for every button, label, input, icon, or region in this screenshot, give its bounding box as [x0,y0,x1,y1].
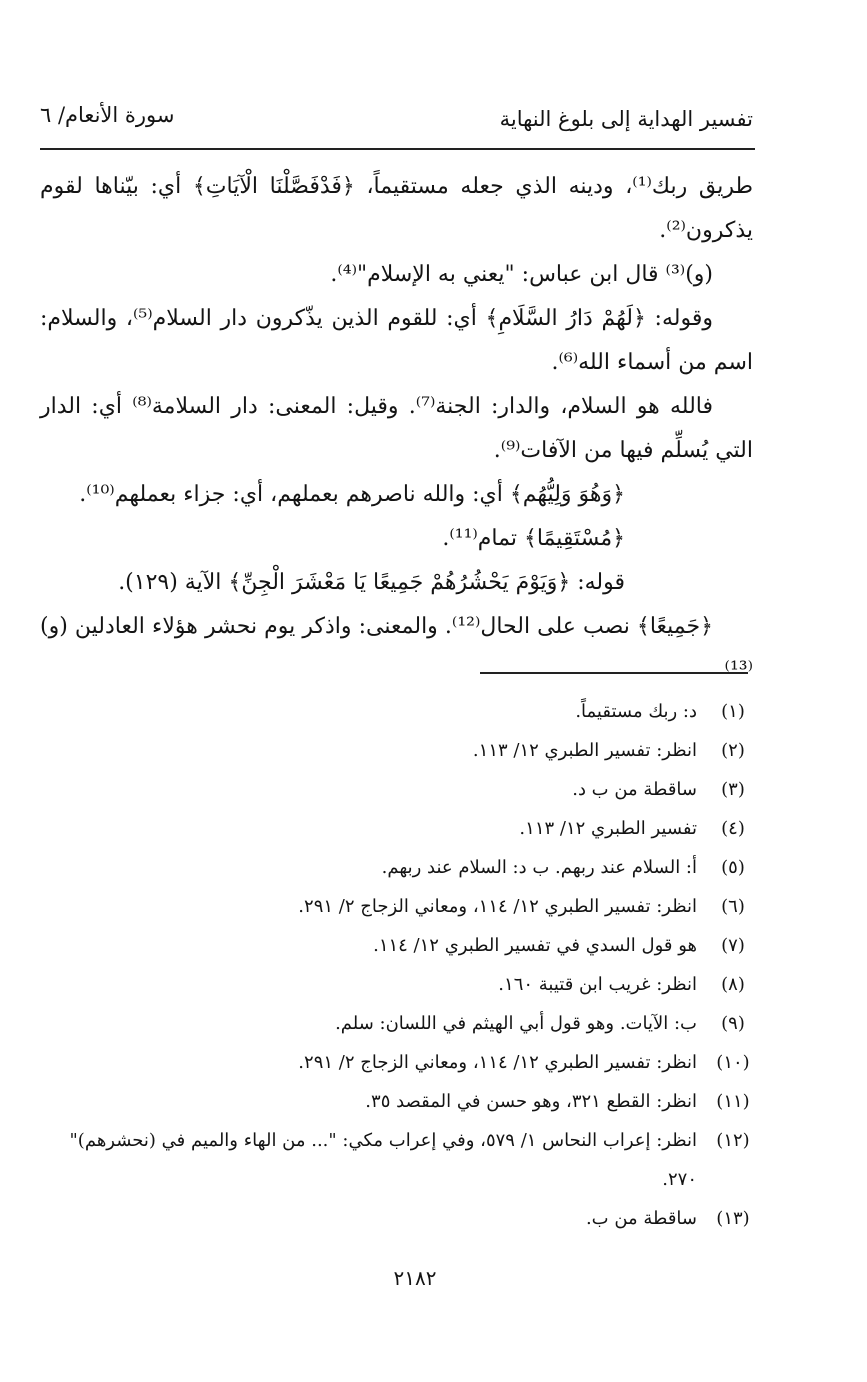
book-title: تفسير الهداية إلى بلوغ النهاية [499,107,753,131]
text-paragraph: فالله هو السلام، والدار: الجنة⁽⁷⁾. وقيل: المعنى: دار السلامة⁽⁸⁾ أي: الدار التي يُسلِّم فيها من الآفات⁽⁹⁾. [40,394,753,463]
footnote-text: انظر: تفسير الطبري ١٢/ ١١٣. [472,740,697,761]
footnote-number: (٣) [721,779,745,800]
text-line: (و)⁽³⁾ قال ابن عباس: "يعني به الإسلام"⁽⁴⁾. [330,262,713,287]
footnote-number: (١٠) [716,1052,750,1073]
footnote-text: انظر: القطع ٣٢١، وهو حسن في المقصد ٣٥. [365,1091,697,1112]
footnote [40,770,753,809]
footnote-number: (٩) [721,1013,745,1034]
footnote-text: هو قول السدي في تفسير الطبري ١٢/ ١١٤. [373,935,697,956]
text-paragraph: وقوله: ﴿لَهُمْ دَارُ السَّلَامِ﴾ أي: للقوم الذين يذّكرون دار السلام⁽⁵⁾، والسلام: اسم من أسماء الله⁽⁶⁾. [40,306,753,375]
header-rule [40,148,755,150]
text-line: ﴿جَمِيعًا﴾ نصب على الحال⁽¹²⁾. والمعنى: واذكر يوم نحشر هؤلاء العادلين (و)⁽¹³⁾ [40,614,753,683]
footnote-number: (٥) [721,857,745,878]
footnote-text: انظر: تفسير الطبري ١٢/ ١١٤، ومعاني الزجاج ٢/ ٢٩١. [298,896,697,917]
footnote-text: ب: الآيات. وهو قول أبي الهيثم في اللسان: سلم. [335,1013,697,1034]
text-line: قوله: ﴿وَيَوْمَ يَحْشُرُهُمْ جَمِيعًا يَا مَعْشَرَ الْجِنِّ﴾ الآية (١٢٩). [118,570,625,595]
footnotes [40,692,753,1238]
running-header [40,103,753,139]
footnote [40,965,753,1004]
footnote-number: (٤) [721,818,745,839]
footnote-number: (١٣) [716,1208,750,1229]
footnote [40,1004,753,1043]
footnote-text: انظر: إعراب النحاس ١/ ٥٧٩، وفي إعراب مكي: "... من الهاء والميم في (نحشرهم)" ٢٧٠. [69,1130,697,1190]
footnote [40,731,753,770]
footnote-number: (١) [721,701,745,722]
footnote-text: ساقطة من ب. [585,1208,697,1229]
footnote-text: انظر: غريب ابن قتيبة ١٦٠. [498,974,697,995]
footnote-text: د: ربك مستقيماً. [575,701,697,722]
footnote [40,692,753,731]
footnote-number: (١٢) [716,1130,750,1151]
footnote [40,1043,753,1082]
footnote [40,1199,753,1238]
surah-title: سورة الأنعام/ ٦ [40,103,175,127]
footnote-text: انظر: تفسير الطبري ١٢/ ١١٤، ومعاني الزجاج ٢/ ٢٩١. [298,1052,697,1073]
footnote [40,887,753,926]
footnote [40,1121,753,1199]
footnote-text: ساقطة من ب د. [572,779,697,800]
footnote [40,848,753,887]
footnote-number: (٧) [721,935,745,956]
footnote-rule [480,672,748,674]
footnote-number: (١١) [716,1091,750,1112]
footnote-number: (٢) [721,740,745,761]
footnote [40,926,753,965]
text-line: طريق ربك⁽¹⁾، ودينه الذي جعله مستقيماً، ﴿فَدْفَصَّلْنَا الْآيَاتِ﴾ أي: بيّناها لقوم يذكرون⁽²⁾. [40,174,753,243]
footnote [40,1082,753,1121]
text-line: ﴿مُسْتَقِيمًا﴾ تمام⁽¹¹⁾. [442,526,625,551]
footnote-number: (٦) [721,896,745,917]
text-line: ﴿وَهُوَ وَلِيُّهُم﴾ أي: والله ناصرهم بعملهم، أي: جزاء بعملهم⁽¹⁰⁾. [79,482,625,507]
footnote-text: تفسير الطبري ١٢/ ١١٣. [519,818,697,839]
footnote [40,809,753,848]
footnote-number: (٨) [721,974,745,995]
main-text [40,165,753,693]
page-number: ٢١٨٢ [393,1266,437,1290]
footnote-text: أ: السلام عند ربهم. ب د: السلام عند ربهم. [381,857,697,878]
